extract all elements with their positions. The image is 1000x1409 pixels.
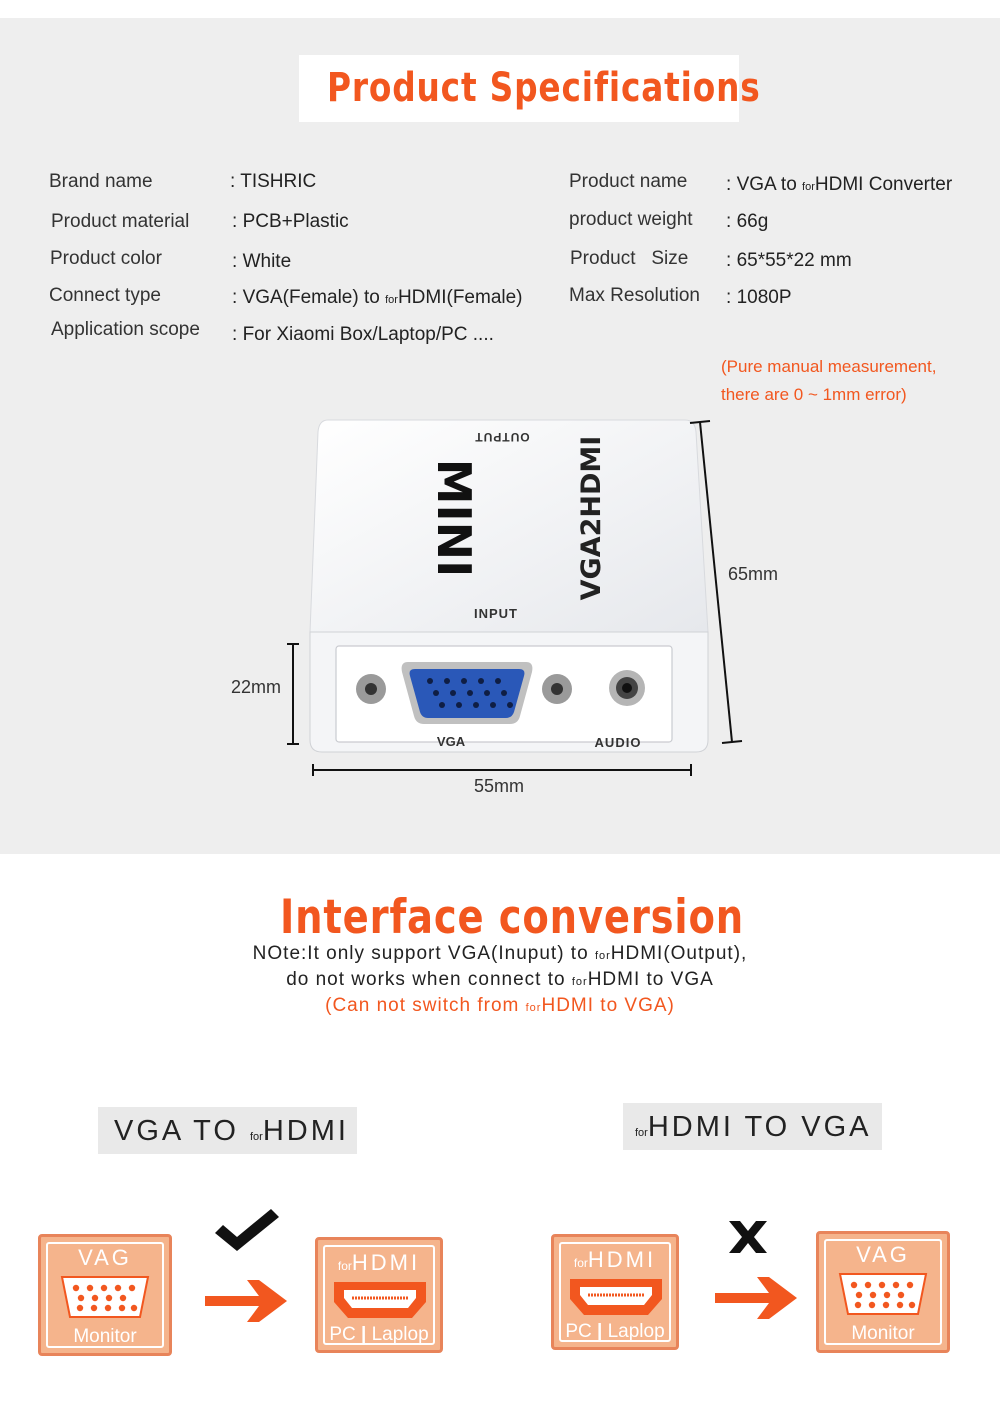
card-vag-label: VAG [78,1245,132,1270]
pc-text: PC [565,1321,592,1342]
colon: : [726,250,732,271]
cross-icon [727,1219,769,1255]
tag-vga-to-hdmi [98,1107,357,1154]
resolution-value: 1080P [736,287,792,308]
tag-vga-to-hdmi-text [114,1115,349,1148]
device-top-face [310,420,708,632]
spec-label-color: Product color [50,248,162,269]
card-monitor-label: Monitor [851,1323,915,1344]
colon: : [232,211,238,232]
connect-value-b: HDMI(Female) [397,287,523,308]
vga-label: VGA [436,734,466,749]
tag-hdmi-to-vga-text [635,1111,872,1144]
colon: : [726,174,732,195]
tag-hdmi-to-vga [623,1103,882,1150]
spec-value-color [232,251,291,273]
hdmi-connector-icon [332,1280,428,1320]
colon: : [726,211,732,232]
check-icon [213,1207,281,1253]
spec-label-material: Product material [51,211,190,232]
for-prefix: for [525,1002,542,1014]
note3-b: HDMI to VGA) [541,995,675,1016]
card-hdmi-pc-right [551,1234,679,1350]
note1-a: NOte:It only support VGA(Inuput) to [252,943,595,964]
vga-connector-icon [836,1272,930,1316]
for-prefix: for [571,976,588,988]
colon: : [232,251,238,272]
for-prefix: for [635,1127,648,1139]
card-vag-label: VAG [856,1242,910,1267]
spec-value-size [726,250,852,272]
hdmi-text: HDMI [587,1247,657,1272]
tag-text-b: HDMI [262,1115,349,1147]
interface-title: Interface conversion [280,890,745,945]
dimension-width: 55mm [474,776,525,796]
for-prefix: for [337,1259,352,1273]
card-hdmi-label [554,1247,676,1273]
weight-value: 66g [736,211,769,232]
measure-note-line1: (Pure manual measurement, [721,357,937,376]
vga-port [410,669,525,718]
measure-note-line2: there are 0 ~ 1mm error) [721,385,907,404]
for-prefix: for [802,181,815,193]
spec-value-application [232,324,494,346]
material-value: PCB+Plastic [242,211,349,232]
device-illustration [280,410,760,810]
spec-value-material [232,211,349,233]
spec-value-product-name [726,174,952,196]
hdmi-connector-icon [568,1277,664,1317]
colon: : [232,287,238,308]
audio-label: AUDIO [594,735,642,750]
application-value: For Xiaomi Box/Laptop/PC .... [242,324,494,345]
hdmi-text: HDMI [351,1250,421,1275]
specifications-title-box [299,55,761,122]
for-prefix: for [573,1256,588,1270]
interface-note-line1 [0,943,1000,965]
card-hdmi-label [318,1250,440,1276]
spec-label-weight: product weight [569,209,693,230]
spec-label-resolution: Max Resolution [569,285,700,306]
color-value: White [242,251,292,272]
input-label: INPUT [474,606,518,621]
spec-label-connect: Connect type [49,285,161,306]
spec-value-brand [230,171,316,193]
size-value: 65*55*22 mm [736,250,852,271]
model-label: VGA2HDMI [576,435,607,601]
for-prefix: for [249,1131,263,1143]
card-vag-monitor-left [38,1234,172,1356]
laptop-text: Laplop [371,1324,429,1345]
spec-value-connect [232,287,523,309]
spec-value-weight [726,211,768,233]
spec-value-resolution [726,287,792,309]
spec-label-application: Application scope [51,319,200,340]
spec-label-size: Product Size [570,248,689,269]
output-label: OUTPUT [474,430,530,444]
note2-a: do not works when connect to [286,969,572,990]
dimension-width-line [313,764,691,776]
dimension-depth: 22mm [231,677,282,697]
tag-text-a: VGA TO [114,1115,250,1147]
colon: : [232,324,238,345]
product-name-b: HDMI Converter [814,174,953,195]
connect-value-a: VGA(Female) to [242,287,386,308]
note2-b: HDMI to VGA [587,969,714,990]
card-pc-label: PC | Laplop [565,1321,665,1342]
for-prefix: for [385,294,398,306]
note1-b: HDMI(Output), [610,943,748,964]
card-hdmi-pc-left [315,1237,443,1353]
vga-connector-icon [58,1275,152,1319]
card-pc-label: PC | Laplop [329,1324,429,1345]
for-prefix: for [594,950,611,962]
interface-note-line2 [0,969,1000,991]
dimension-height: 65mm [728,564,779,584]
laptop-text: Laplop [607,1321,665,1342]
note3-a: (Can not switch from [325,995,526,1016]
card-monitor-label: Monitor [73,1326,137,1347]
tag-text: HDMI TO VGA [647,1111,872,1143]
product-name-a: VGA to [736,174,803,195]
colon: : [726,287,732,308]
spec-label-brand: Brand name [49,171,153,192]
mini-label: MINI [427,458,481,578]
card-vag-monitor-right [816,1231,950,1353]
specifications-title: Product Specifications [327,65,761,111]
brand-value: TISHRIC [240,171,317,192]
arrow-right-icon [713,1273,799,1323]
dimension-depth-line [287,644,299,744]
pc-text: PC [329,1324,356,1345]
interface-note-line3 [0,995,1000,1017]
colon: : [230,171,236,192]
arrow-right-icon [203,1276,289,1326]
spec-label-product-name: Product name [569,171,688,192]
